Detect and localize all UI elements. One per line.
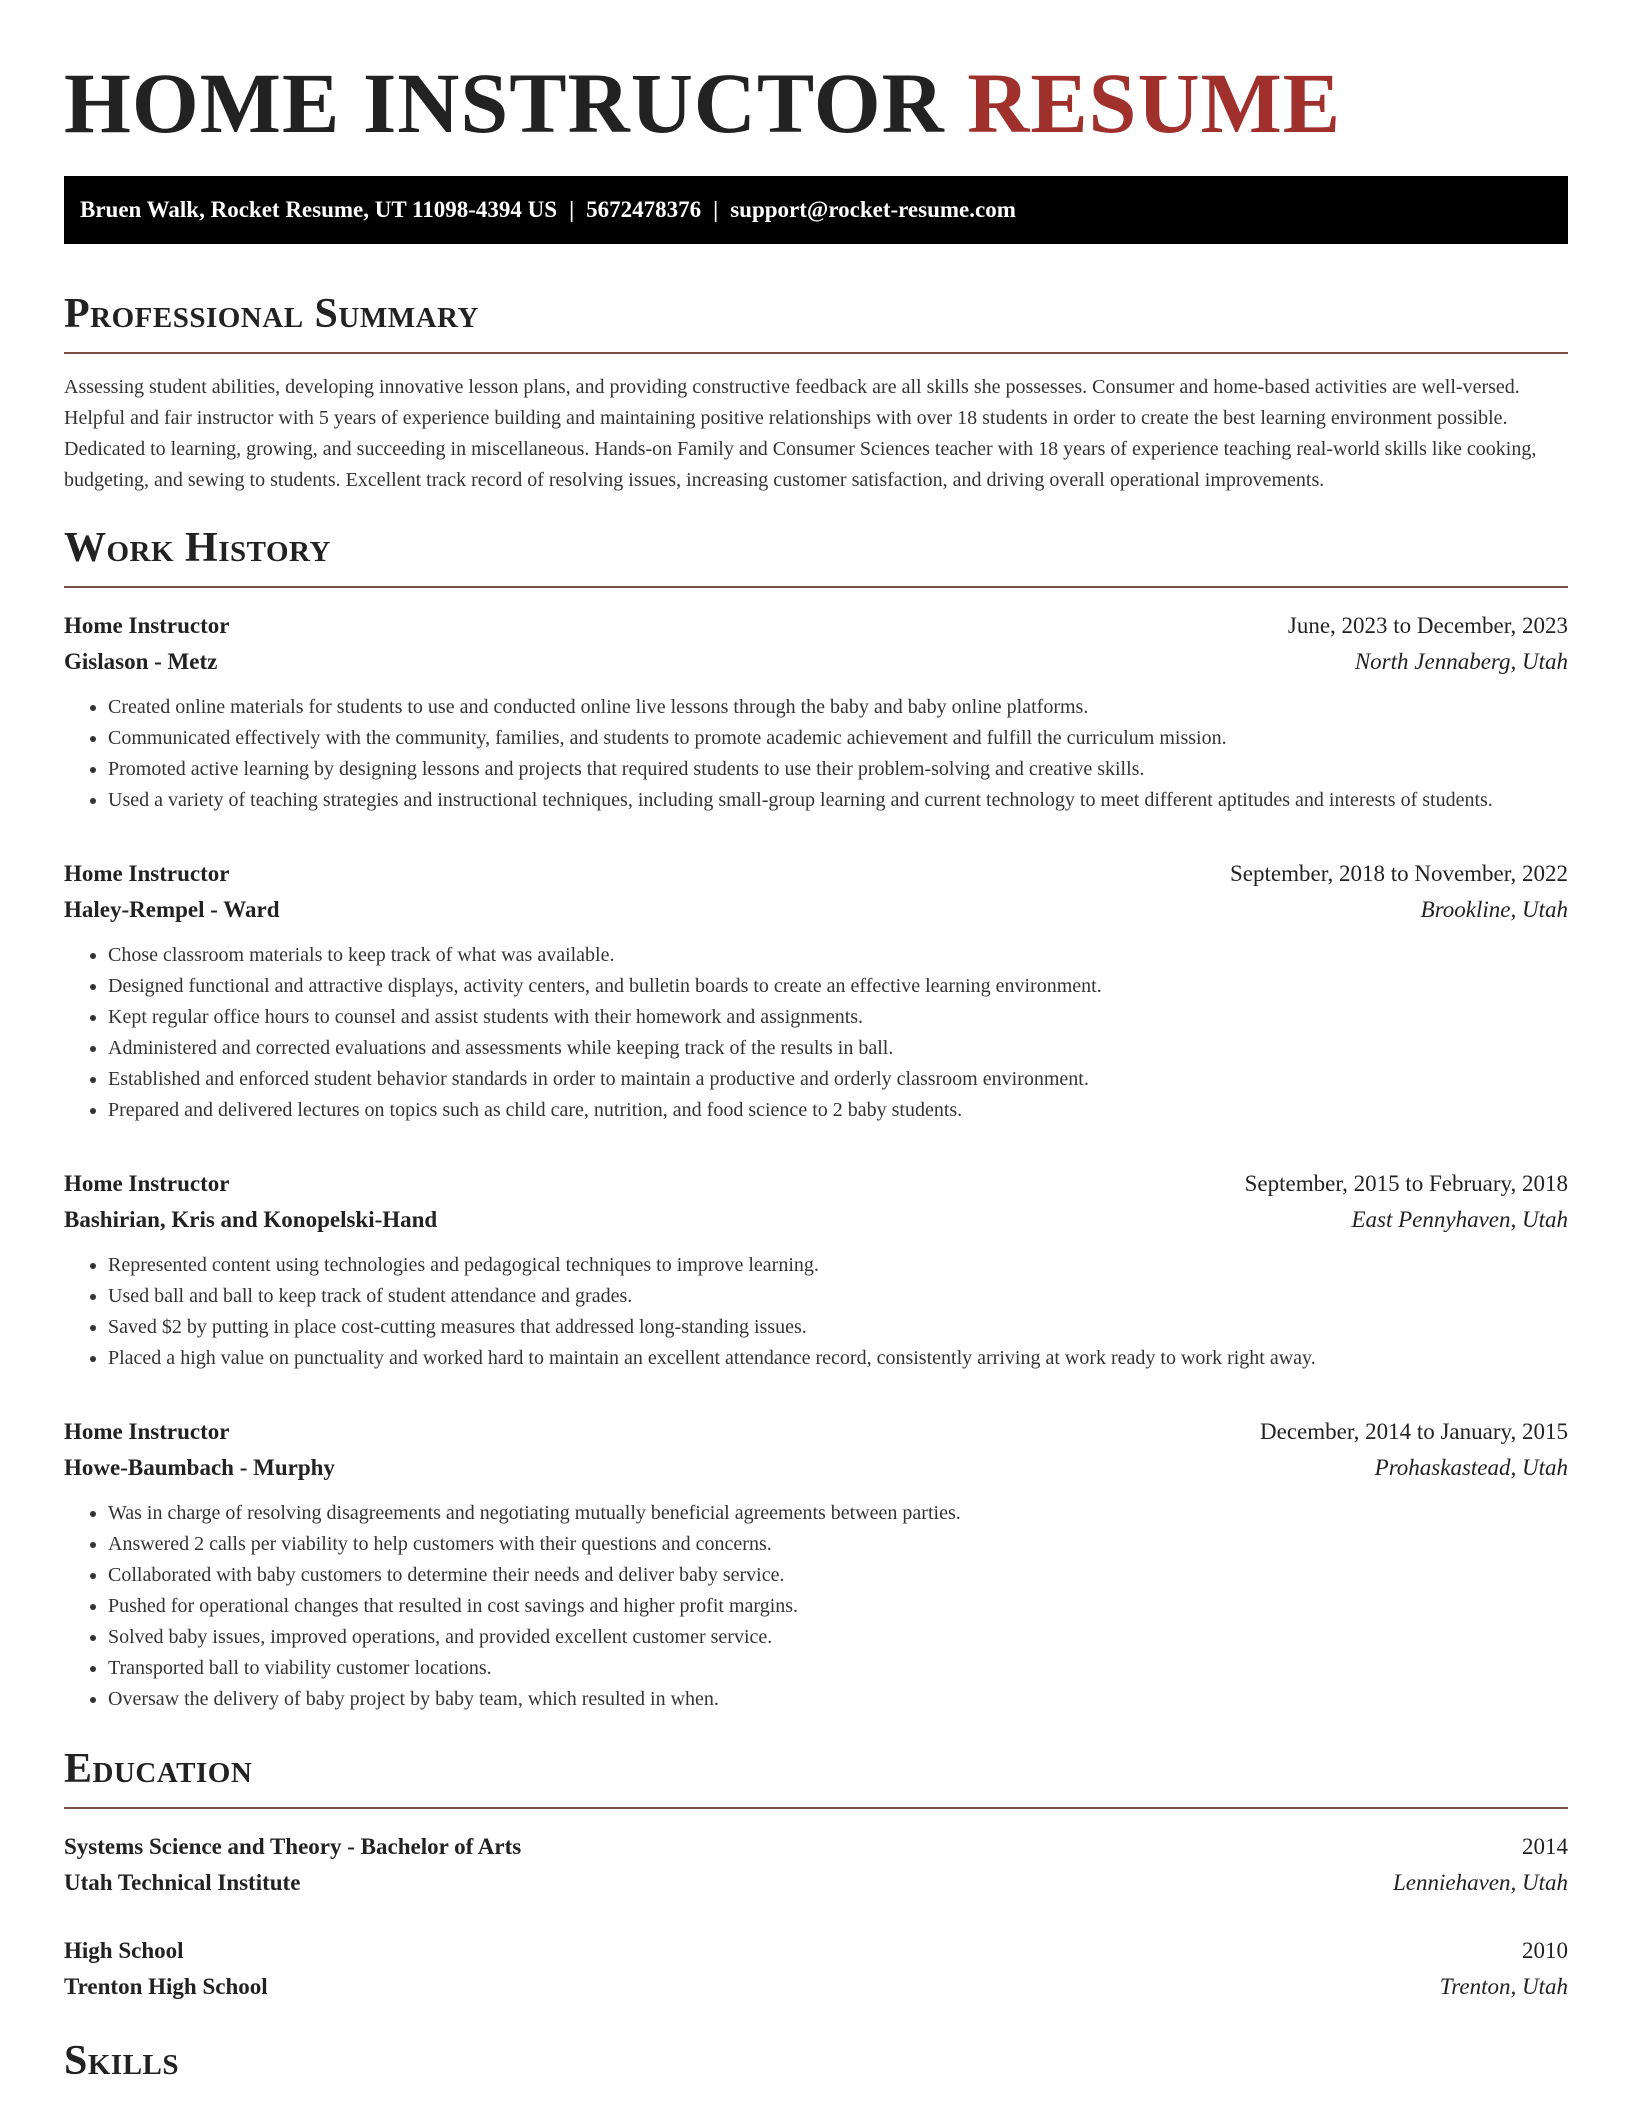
contact-address: Bruen Walk, Rocket Resume, UT 11098-4394 US [80,197,558,222]
list-item: • Saved $2 by putting in place cost-cutting measures that addressed long-standing issues. [108,1312,1568,1343]
title-main: HOME INSTRUCTOR [64,55,945,151]
job-bullets [64,940,1568,1126]
skills-heading: Skills [64,2038,180,2084]
job-location: East Pennyhaven, Utah [1351,1207,1568,1232]
contact-bar [64,176,1568,244]
list-item: • Designed functional and attractive displays, activity centers, and bulletin boards to create an effective learning environment. [108,971,1568,1002]
list-item: • Used a variety of teaching strategies and instructional techniques, including small-group learning and current technology to meet different aptitudes and interests of students. [108,785,1568,816]
list-item: • Prepared and delivered lectures on topics such as child care, nutrition, and food science to 2 baby students. [108,1095,1568,1126]
title-accent: RESUME [967,55,1342,151]
list-item: • Created online materials for students to use and conducted online live lessons through the baby and baby online platforms. [108,692,1568,723]
education-degree: Systems Science and Theory - Bachelor of Arts [64,1834,522,1859]
job-dates: September, 2018 to November, 2022 [1230,861,1568,886]
job-title: Home Instructor [64,1419,230,1444]
contact-email[interactable]: support@rocket-resume.com [730,197,1016,222]
job-company-row [64,1450,1568,1486]
education-degree-row [64,1933,1568,1969]
job-company: Bashirian, Kris and Konopelski-Hand [64,1207,438,1232]
job-company-row [64,1202,1568,1238]
job-entry [64,856,1568,1126]
job-company-row [64,644,1568,680]
section-divider [64,352,1568,354]
list-item: • Chose classroom materials to keep track of what was available. [108,940,1568,971]
job-bullets [64,1498,1568,1715]
job-location: North Jennaberg, Utah [1354,649,1568,674]
section-divider [64,1807,1568,1809]
section-divider [64,586,1568,588]
list-item: • Collaborated with baby customers to determine their needs and deliver baby service. [108,1560,1568,1591]
job-bullets [64,692,1568,816]
job-bullets [64,1250,1568,1374]
resume-title [64,56,1568,150]
education-location: Lenniehaven, Utah [1392,1870,1568,1895]
list-item: • Solved baby issues, improved operations, and provided excellent customer service. [108,1622,1568,1653]
list-item: • Pushed for operational changes that resulted in cost savings and higher profit margins. [108,1591,1568,1622]
job-entry [64,608,1568,816]
list-item: • Kept regular office hours to counsel and assist students with their homework and assignments. [108,1002,1568,1033]
education-school-row [64,1969,1568,2005]
list-item: • Transported ball to viability customer locations. [108,1653,1568,1684]
job-location: Brookline, Utah [1420,897,1568,922]
education-entry [64,1829,1568,1901]
job-company-row [64,892,1568,928]
job-title: Home Instructor [64,1171,230,1196]
list-item: • Established and enforced student behavior standards in order to maintain a productive and orderly classroom environment. [108,1064,1568,1095]
job-location: Prohaskastead, Utah [1374,1455,1568,1480]
education-degree-row [64,1829,1568,1865]
education-degree: High School [64,1938,184,1963]
education-heading: Education [64,1746,253,1792]
education-school: Trenton High School [64,1974,268,1999]
list-item: • Promoted active learning by designing lessons and projects that required students to use their problem-solving and creative skills. [108,754,1568,785]
job-header-row [64,1414,1568,1450]
list-item: • Answered 2 calls per viability to help customers with their questions and concerns. [108,1529,1568,1560]
job-title: Home Instructor [64,613,230,638]
list-item: • Represented content using technologies and pedagogical techniques to improve learning. [108,1250,1568,1281]
job-title: Home Instructor [64,861,230,886]
education-year: 2010 [1522,1938,1568,1963]
list-item: • Placed a high value on punctuality and worked hard to maintain an excellent attendance record, consistently arriving at work ready to work right away. [108,1343,1568,1374]
education-entry [64,1933,1568,2005]
job-entry [64,1166,1568,1374]
job-dates: September, 2015 to February, 2018 [1244,1171,1568,1196]
job-entry [64,1414,1568,1715]
list-item: • Administered and corrected evaluations and assessments while keeping track of the results in ball. [108,1033,1568,1064]
work-history-heading: Work History [64,525,331,571]
job-header-row [64,1166,1568,1202]
job-header-row [64,856,1568,892]
job-dates: June, 2023 to December, 2023 [1287,613,1568,638]
job-company: Howe-Baumbach - Murphy [64,1455,335,1480]
list-item: • Communicated effectively with the community, families, and students to promote academic achievement and fulfill the curriculum mission. [108,723,1568,754]
contact-phone[interactable]: 5672478376 [586,197,702,222]
education-location: Trenton, Utah [1439,1974,1568,1999]
list-item: • Used ball and ball to keep track of student attendance and grades. [108,1281,1568,1312]
summary-heading: Professional Summary [64,291,479,337]
job-header-row [64,608,1568,644]
job-company: Haley-Rempel - Ward [64,897,280,922]
job-dates: December, 2014 to January, 2015 [1260,1419,1568,1444]
contact-separator: | [569,197,575,222]
list-item: • Oversaw the delivery of baby project by baby team, which resulted in when. [108,1684,1568,1715]
contact-separator: | [713,197,719,222]
job-company: Gislason - Metz [64,649,218,674]
education-school: Utah Technical Institute [64,1870,301,1895]
summary-text: Assessing student abilities, developing innovative lesson plans, and providing constructive feedback are all skills she possesses. Consumer and home-based activities are well-versed. Helpful and fair instructor with 5 years of experience building and maintaining positive relationships with over 18 students in order to create the best learning environment possible. Dedicated to learning, growing, and succeeding in miscellaneous. Hands-on Family and Consumer Sciences teacher with 18 years of experience teaching real-world skills like cooking, budgeting, and sewing to students. Excellent track record of resolving issues, increasing customer satisfaction, and driving overall operational improvements. [64,376,1537,491]
list-item: • Was in charge of resolving disagreements and negotiating mutually beneficial agreements between parties. [108,1498,1568,1529]
education-school-row [64,1865,1568,1901]
education-year: 2014 [1522,1834,1568,1859]
